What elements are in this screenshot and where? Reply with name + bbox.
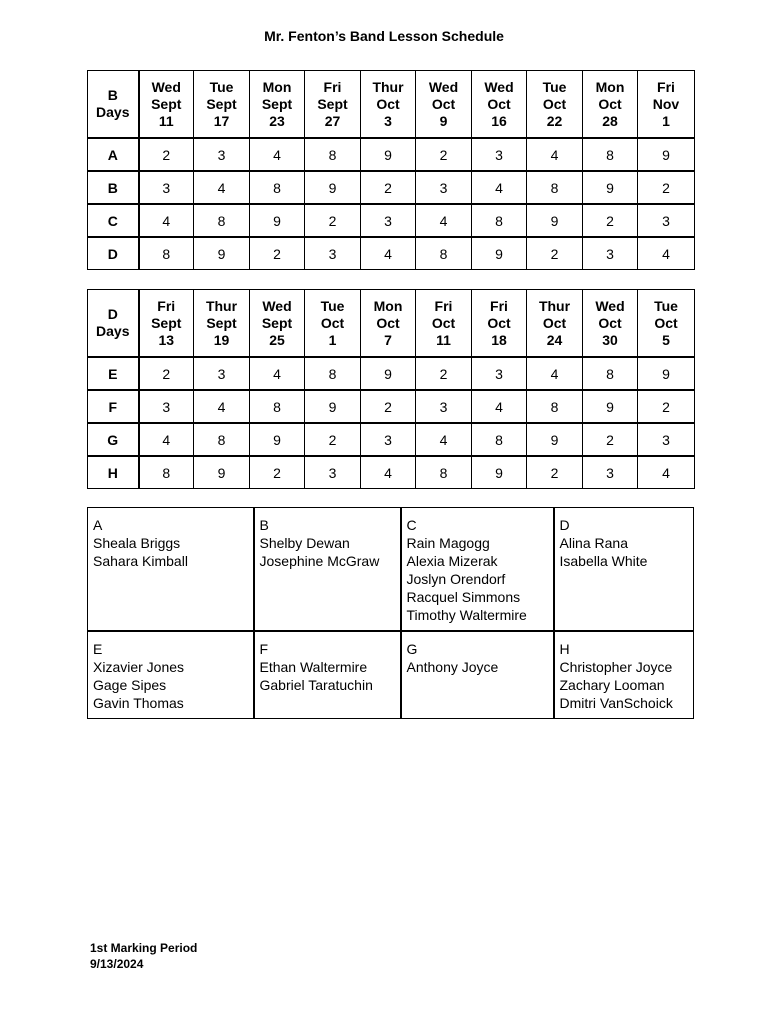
group-label-cell: H (88, 456, 139, 489)
group-cell (88, 631, 254, 719)
date-header-cell (638, 290, 695, 358)
date-header-line: 11 (158, 112, 174, 129)
student-name: Anthony Joyce (406, 659, 499, 675)
period-cell: 4 (527, 138, 583, 171)
date-header-cell (139, 71, 194, 139)
group-letter: D (559, 517, 570, 533)
date-header-line: Fri (490, 297, 508, 314)
group-cell (401, 508, 554, 632)
corner-header-cell (88, 71, 139, 139)
date-header-line: 16 (491, 112, 507, 129)
group-row (88, 138, 695, 171)
date-header-line: 17 (213, 112, 230, 129)
date-header-line: Wed (262, 297, 292, 314)
date-header-line: 25 (269, 331, 285, 348)
period-cell: 8 (416, 456, 472, 489)
date-header-line: Sept (261, 95, 293, 112)
group-letter: B (259, 517, 269, 533)
period-cell: 3 (638, 423, 695, 456)
period-cell: 8 (472, 423, 527, 456)
period-cell: 9 (194, 237, 250, 270)
period-cell: 9 (638, 357, 695, 390)
student-name: Gabriel Taratuchin (259, 677, 373, 693)
date-header-line: 23 (269, 112, 285, 129)
date-header-line: Mon (262, 78, 292, 95)
group-label-cell: C (88, 204, 139, 237)
group-row (88, 171, 695, 204)
student-name: Alina Rana (559, 535, 628, 551)
date-header-line: Fri (323, 78, 342, 95)
student-name: Alexia Mizerak (406, 553, 498, 569)
date-header-cell (305, 290, 361, 358)
date-header-line: Oct (376, 314, 400, 331)
date-header-line: Oct (487, 314, 511, 331)
period-cell: 2 (527, 237, 583, 270)
period-cell: 4 (416, 204, 472, 237)
period-cell: 4 (638, 456, 695, 489)
date-header-cell (472, 290, 527, 358)
student-name: Racquel Simmons (406, 589, 521, 605)
group-row (88, 423, 695, 456)
page-title: Mr. Fenton’s Band Lesson Schedule (264, 28, 504, 44)
date-header-line: Oct (598, 314, 622, 331)
date-header-line: 24 (546, 331, 563, 348)
group-letter: G (406, 641, 418, 657)
date-header-line: Sept (151, 95, 182, 112)
date-header-line: 5 (662, 331, 670, 348)
period-cell: 2 (305, 423, 361, 456)
period-cell: 8 (305, 357, 361, 390)
date-header-line: Oct (431, 314, 456, 331)
date-header-line: Sept (317, 95, 348, 112)
period-cell: 3 (139, 390, 194, 423)
student-name: Isabella White (559, 553, 648, 569)
period-cell: 4 (194, 171, 250, 204)
group-row (88, 390, 695, 423)
header-row (88, 71, 695, 139)
period-cell: 8 (527, 171, 583, 204)
group-cell (401, 631, 554, 719)
period-cell: 4 (139, 204, 194, 237)
group-letter: H (559, 641, 570, 657)
group-cell (88, 508, 254, 632)
date-header-cell (527, 71, 583, 139)
date-header-cell (583, 71, 638, 139)
date-header-cell (361, 71, 416, 139)
period-cell: 8 (305, 138, 361, 171)
period-cell: 2 (361, 390, 416, 423)
date-header-cell (139, 290, 194, 358)
period-cell: 4 (472, 390, 527, 423)
corner-header-line: Days (96, 323, 130, 339)
period-cell: 8 (250, 390, 305, 423)
period-cell: 2 (250, 237, 305, 270)
date-header-line: 13 (158, 331, 175, 348)
student-name: Joslyn Orendorf (406, 571, 506, 587)
date-header-line: Tue (654, 297, 678, 314)
period-cell: 4 (250, 357, 305, 390)
date-header-cell (250, 71, 305, 139)
period-cell: 8 (250, 171, 305, 204)
period-cell: 3 (139, 171, 194, 204)
period-cell: 8 (472, 204, 527, 237)
period-cell: 8 (583, 357, 638, 390)
date-header-line: Thur (372, 78, 404, 95)
student-name: Sahara Kimball (93, 553, 188, 569)
period-cell: 2 (638, 390, 695, 423)
period-cell: 2 (583, 204, 638, 237)
date-header-line: 19 (213, 331, 230, 348)
date-header-cell (194, 290, 250, 358)
date-header-line: Thur (205, 297, 238, 314)
date-header-line: 22 (546, 112, 563, 129)
period-cell: 9 (250, 204, 305, 237)
group-cell (554, 508, 694, 632)
period-cell: 2 (527, 456, 583, 489)
period-cell: 8 (416, 237, 472, 270)
date-header-line: Mon (595, 78, 625, 95)
period-cell: 4 (416, 423, 472, 456)
date-header-line: Tue (209, 78, 234, 95)
date-header-line: Tue (320, 297, 345, 314)
date-header-cell (416, 71, 472, 139)
period-cell: 8 (583, 138, 638, 171)
group-label-cell: G (88, 423, 139, 456)
student-name: Rain Magogg (406, 535, 490, 551)
date-header-line: 3 (384, 112, 392, 129)
period-cell: 3 (194, 357, 250, 390)
period-cell: 3 (472, 357, 527, 390)
roster-row (88, 631, 694, 719)
date-header-line: Wed (595, 297, 625, 314)
date-header-line: Wed (151, 78, 181, 95)
date-header-line: Oct (376, 95, 400, 112)
date-header-line: 28 (602, 112, 618, 129)
period-cell: 9 (527, 423, 583, 456)
date-header-line: Sept (151, 314, 182, 331)
date-header-line: Fri (434, 297, 453, 314)
date-header-line: Sept (206, 95, 237, 112)
date-header-line: Wed (428, 78, 459, 95)
period-cell: 9 (472, 237, 527, 270)
date-header-line: Sept (261, 314, 293, 331)
date-header-cell (527, 290, 583, 358)
group-label-cell: A (88, 138, 139, 171)
d-days-schedule-table (87, 289, 695, 489)
period-cell: 2 (361, 171, 416, 204)
student-name: Gavin Thomas (93, 695, 184, 711)
student-name: Zachary Looman (559, 677, 665, 693)
period-cell: 2 (638, 171, 695, 204)
date-header-cell (305, 71, 361, 139)
date-header-line: Sept (206, 314, 237, 331)
period-cell: 3 (638, 204, 695, 237)
period-cell: 9 (361, 138, 416, 171)
period-cell: 3 (361, 204, 416, 237)
date-header-line: 1 (662, 112, 670, 129)
student-name: Dmitri VanSchoick (559, 695, 673, 711)
period-cell: 4 (139, 423, 194, 456)
period-cell: 4 (361, 456, 416, 489)
period-cell: 3 (472, 138, 527, 171)
date-header-line: Oct (654, 314, 678, 331)
period-cell: 9 (361, 357, 416, 390)
period-cell: 2 (139, 138, 194, 171)
date-header-cell (194, 71, 250, 139)
corner-header-line: Days (96, 104, 130, 120)
group-letter: F (259, 641, 269, 657)
period-cell: 3 (305, 237, 361, 270)
group-row (88, 456, 695, 489)
group-label-cell: E (88, 357, 139, 390)
date-header-line: Thur (538, 297, 571, 314)
period-cell: 3 (305, 456, 361, 489)
period-cell: 8 (527, 390, 583, 423)
date-header-line: Oct (598, 95, 622, 112)
student-name: Josephine McGraw (259, 553, 380, 569)
date-header-cell (250, 290, 305, 358)
period-cell: 2 (416, 138, 472, 171)
period-cell: 9 (583, 390, 638, 423)
corner-header-cell (88, 290, 139, 358)
corner-header-line: B (107, 87, 118, 103)
b-days-schedule-table (87, 70, 695, 270)
date-header-line: 18 (491, 331, 507, 348)
period-cell: 9 (250, 423, 305, 456)
date-header-line: Fri (157, 297, 176, 314)
date-header-cell (583, 290, 638, 358)
student-name: Xizavier Jones (93, 659, 185, 675)
period-cell: 8 (194, 204, 250, 237)
date-header-line: 9 (439, 112, 448, 129)
group-letter: E (93, 641, 103, 657)
period-cell: 3 (416, 390, 472, 423)
group-label-cell: B (88, 171, 139, 204)
date-header-line: Fri (657, 78, 675, 95)
period-cell: 3 (194, 138, 250, 171)
date-header-line: Nov (652, 95, 680, 112)
period-cell: 3 (583, 456, 638, 489)
date-header-line: Oct (542, 95, 567, 112)
date-header-cell (416, 290, 472, 358)
period-cell: 9 (638, 138, 695, 171)
period-cell: 4 (472, 171, 527, 204)
group-letter: A (93, 517, 103, 533)
group-label-cell: F (88, 390, 139, 423)
period-cell: 3 (416, 171, 472, 204)
period-cell: 2 (416, 357, 472, 390)
date-header-line: 11 (436, 331, 451, 348)
footer-date: 9/13/2024 (90, 957, 144, 971)
period-cell: 9 (583, 171, 638, 204)
period-cell: 3 (361, 423, 416, 456)
group-cell (254, 508, 401, 632)
period-cell: 3 (583, 237, 638, 270)
student-name: Gage Sipes (93, 677, 167, 693)
corner-header-line: D (107, 306, 118, 322)
group-cell (554, 631, 694, 719)
student-name: Sheala Briggs (93, 535, 181, 551)
date-header-line: 30 (602, 331, 618, 348)
period-cell: 9 (472, 456, 527, 489)
period-cell: 9 (527, 204, 583, 237)
student-name: Christopher Joyce (559, 659, 673, 675)
period-cell: 4 (250, 138, 305, 171)
group-row (88, 204, 695, 237)
footer (90, 940, 197, 972)
period-cell: 9 (305, 390, 361, 423)
period-cell: 8 (194, 423, 250, 456)
period-cell: 4 (361, 237, 416, 270)
period-cell: 8 (139, 237, 194, 270)
student-name: Shelby Dewan (259, 535, 350, 551)
date-header-cell (361, 290, 416, 358)
date-header-line: 27 (324, 112, 341, 129)
header-row (88, 290, 695, 358)
period-cell: 2 (139, 357, 194, 390)
group-letter: C (406, 517, 417, 533)
period-cell: 4 (638, 237, 695, 270)
date-header-cell (638, 71, 695, 139)
period-cell: 2 (305, 204, 361, 237)
period-cell: 4 (194, 390, 250, 423)
period-cell: 2 (250, 456, 305, 489)
date-header-line: Oct (542, 314, 567, 331)
marking-period-label: 1st Marking Period (90, 941, 198, 955)
period-cell: 2 (583, 423, 638, 456)
date-header-line: Oct (320, 314, 345, 331)
period-cell: 9 (194, 456, 250, 489)
date-header-line: 1 (328, 331, 337, 348)
date-header-line: 7 (384, 331, 392, 348)
date-header-cell (472, 71, 527, 139)
group-roster-table (87, 507, 694, 719)
date-header-line: Oct (431, 95, 456, 112)
group-label-cell: D (88, 237, 139, 270)
date-header-line: Wed (484, 78, 514, 95)
student-name: Ethan Waltermire (259, 659, 368, 675)
group-cell (254, 631, 401, 719)
period-cell: 4 (527, 357, 583, 390)
date-header-line: Oct (487, 95, 511, 112)
roster-row (88, 508, 694, 632)
date-header-line: Mon (373, 297, 403, 314)
group-row (88, 237, 695, 270)
student-name: Timothy Waltermire (406, 607, 527, 623)
date-header-line: Tue (542, 78, 567, 95)
group-row (88, 357, 695, 390)
period-cell: 8 (139, 456, 194, 489)
period-cell: 9 (305, 171, 361, 204)
